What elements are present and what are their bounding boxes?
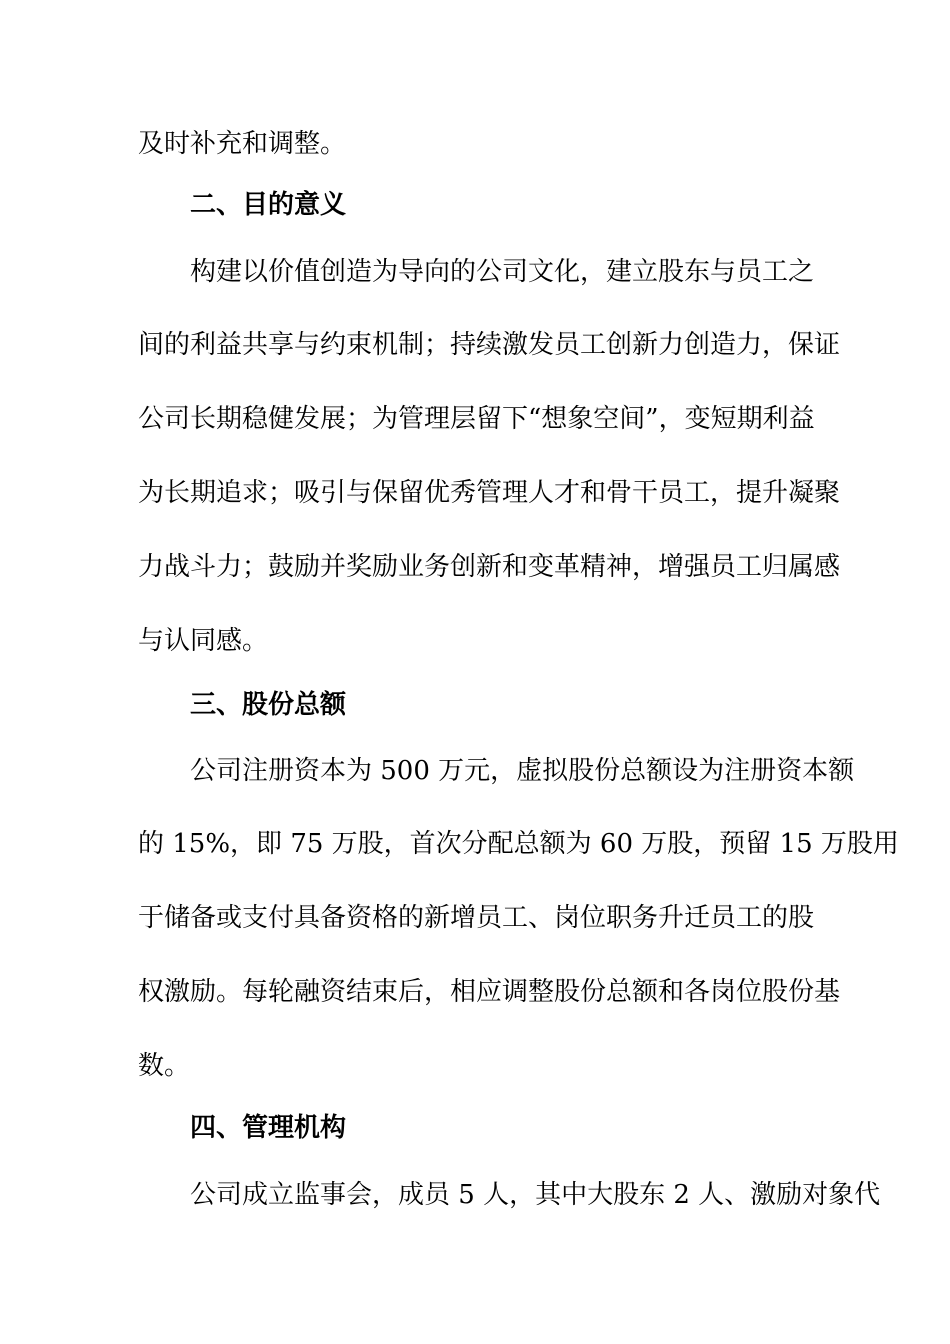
section-heading-management: 四、管理机构 <box>190 1113 347 1143</box>
paragraph-line: 于储备或支付具备资格的新增员工、岗位职务升迁员工的股 <box>138 903 815 933</box>
paragraph-line: 为长期追求；吸引与保留优秀管理人才和骨干员工，提升凝聚 <box>138 478 841 508</box>
paragraph-line: 及时补充和调整。 <box>138 129 347 159</box>
paragraph-line: 公司成立监事会，成员 5 人，其中大股东 2 人、激励对象代 <box>190 1180 881 1210</box>
paragraph-line: 数。 <box>138 1051 191 1081</box>
section-heading-share-total: 三、股份总额 <box>190 690 347 720</box>
paragraph-line: 与认同感。 <box>138 626 269 656</box>
paragraph-line: 公司注册资本为 500 万元，虚拟股份总额设为注册资本额 <box>190 756 855 786</box>
section-heading-purpose: 二、目的意义 <box>190 190 347 220</box>
paragraph-line: 公司长期稳健发展；为管理层留下“想象空间”，变短期利益 <box>138 404 815 434</box>
paragraph-line: 间的利益共享与约束机制；持续激发员工创新力创造力，保证 <box>138 330 841 360</box>
paragraph-line: 力战斗力；鼓励并奖励业务创新和变革精神，增强员工归属感 <box>138 552 841 582</box>
paragraph-line: 构建以价值创造为导向的公司文化，建立股东与员工之 <box>190 257 815 287</box>
paragraph-line: 的 15%，即 75 万股，首次分配总额为 60 万股，预留 15 万股用 <box>138 829 899 859</box>
paragraph-line: 权激励。每轮融资结束后，相应调整股份总额和各岗位股份基 <box>138 977 841 1007</box>
